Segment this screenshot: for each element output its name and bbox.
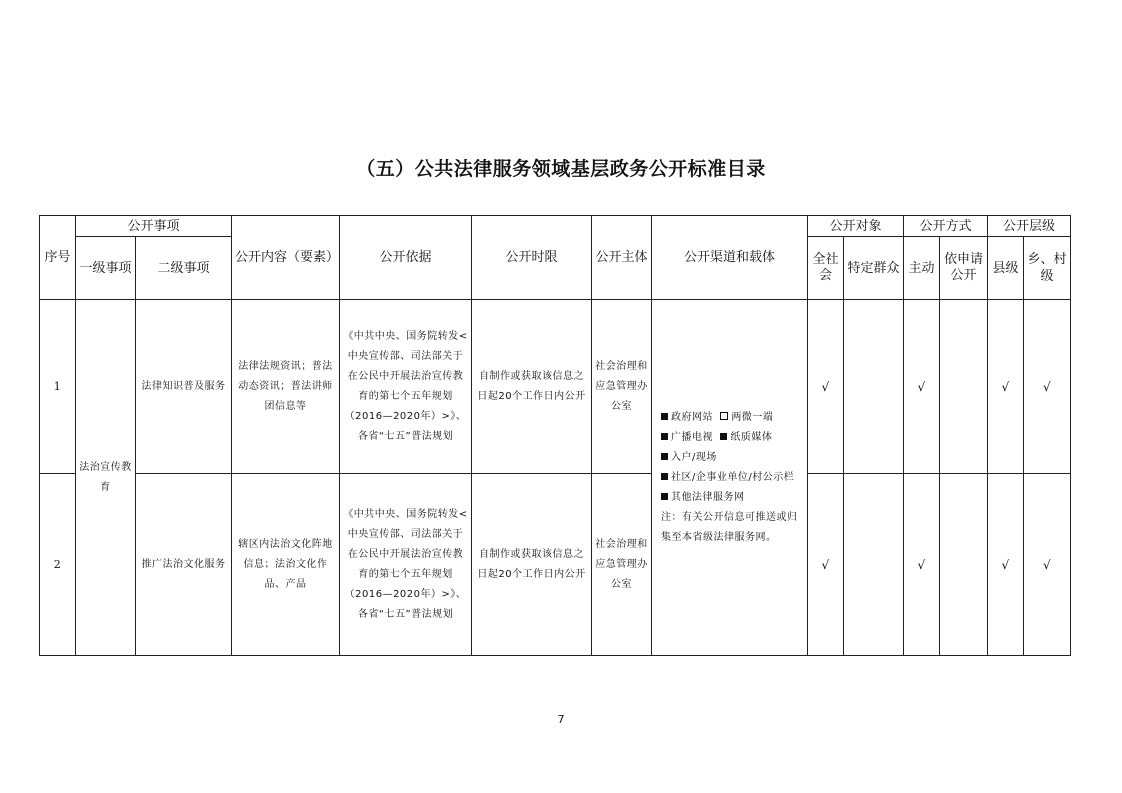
channels-cell (652, 300, 808, 656)
check-level-township: √ (1024, 474, 1071, 656)
level2-item: 法律知识普及服务 (136, 300, 232, 474)
level2-item: 推广法治文化服务 (136, 474, 232, 656)
header-content: 公开内容（要素） (232, 216, 340, 300)
header-channels: 公开渠道和载体 (652, 216, 808, 300)
check-method-active: √ (904, 474, 940, 656)
header-time-limit: 公开时限 (472, 216, 592, 300)
catalog-table (39, 215, 1071, 656)
filled-square-icon (661, 473, 668, 480)
row-seq: 1 (40, 300, 76, 474)
channel-gov-site: 政府网站 (671, 411, 714, 423)
hollow-square-icon (720, 412, 728, 420)
check-target-all: √ (808, 474, 844, 656)
check-level-county: √ (988, 474, 1024, 656)
table-row (40, 300, 1071, 474)
header-row-1 (40, 216, 1071, 237)
filled-square-icon (661, 493, 668, 500)
content-cell: 法律法规资讯；普法动态资讯；普法讲师团信息等 (232, 300, 340, 474)
header-level-township: 乡、村级 (1024, 237, 1071, 300)
check-target-all: √ (808, 300, 844, 474)
filled-square-icon (661, 433, 668, 440)
table-row (40, 474, 1071, 656)
check-method-request (940, 300, 988, 474)
check-method-request (940, 474, 988, 656)
header-level: 公开层级 (988, 216, 1071, 237)
header-level1-item: 一级事项 (76, 237, 136, 300)
header-method-request: 依申请公开 (940, 237, 988, 300)
header-target-specific: 特定群众 (844, 237, 904, 300)
content-cell: 辖区内法治文化阵地信息；法治文化作品、产品 (232, 474, 340, 656)
page-title: （五）公共法律服务领域基层政务公开标准目录 (356, 158, 766, 180)
filled-square-icon (661, 413, 668, 420)
header-target-all: 全社会 (808, 237, 844, 300)
header-subject: 公开主体 (592, 216, 652, 300)
check-target-specific (844, 300, 904, 474)
subject-cell: 社会治理和应急管理办公室 (592, 474, 652, 656)
check-level-township: √ (1024, 300, 1071, 474)
header-disclosure-items: 公开事项 (76, 216, 232, 237)
header-level2-item: 二级事项 (136, 237, 232, 300)
channel-two-micro: 两微一端 (731, 411, 774, 423)
subject-cell: 社会治理和应急管理办公室 (592, 300, 652, 474)
channel-note: 注：有关公开信息可推送或归集至本省级法律服务网。 (661, 511, 798, 543)
channel-radio-tv: 广播电视 (671, 431, 714, 443)
check-target-specific (844, 474, 904, 656)
time-limit-cell: 自制作或获取该信息之日起20个工作日内公开 (472, 474, 592, 656)
row-seq: 2 (40, 474, 76, 656)
check-method-active: √ (904, 300, 940, 474)
filled-square-icon (720, 433, 727, 440)
channel-board: 社区/企事业单位/村公示栏 (671, 471, 795, 483)
header-target: 公开对象 (808, 216, 904, 237)
header-method: 公开方式 (904, 216, 988, 237)
header-basis: 公开依据 (340, 216, 472, 300)
level1-item: 法治宣传教育 (76, 300, 136, 656)
header-seq: 序号 (40, 216, 76, 300)
basis-cell: 《中共中央、国务院转发<中央宣传部、司法部关于在公民中开展法治宣传教育的第七个五年规划（2016—2020年）>》、各省“七五”普法规划 (340, 474, 472, 656)
channel-onsite: 入户/现场 (671, 451, 717, 463)
channel-other: 其他法律服务网 (671, 491, 745, 503)
channel-print-media: 纸质媒体 (730, 431, 773, 443)
basis-cell: 《中共中央、国务院转发<中央宣传部、司法部关于在公民中开展法治宣传教育的第七个五年规划（2016—2020年）>》、各省“七五”普法规划 (340, 300, 472, 474)
page-number: 7 (557, 713, 565, 726)
header-method-active: 主动 (904, 237, 940, 300)
time-limit-cell: 自制作或获取该信息之日起20个工作日内公开 (472, 300, 592, 474)
filled-square-icon (661, 453, 668, 460)
check-level-county: √ (988, 300, 1024, 474)
header-level-county: 县级 (988, 237, 1024, 300)
